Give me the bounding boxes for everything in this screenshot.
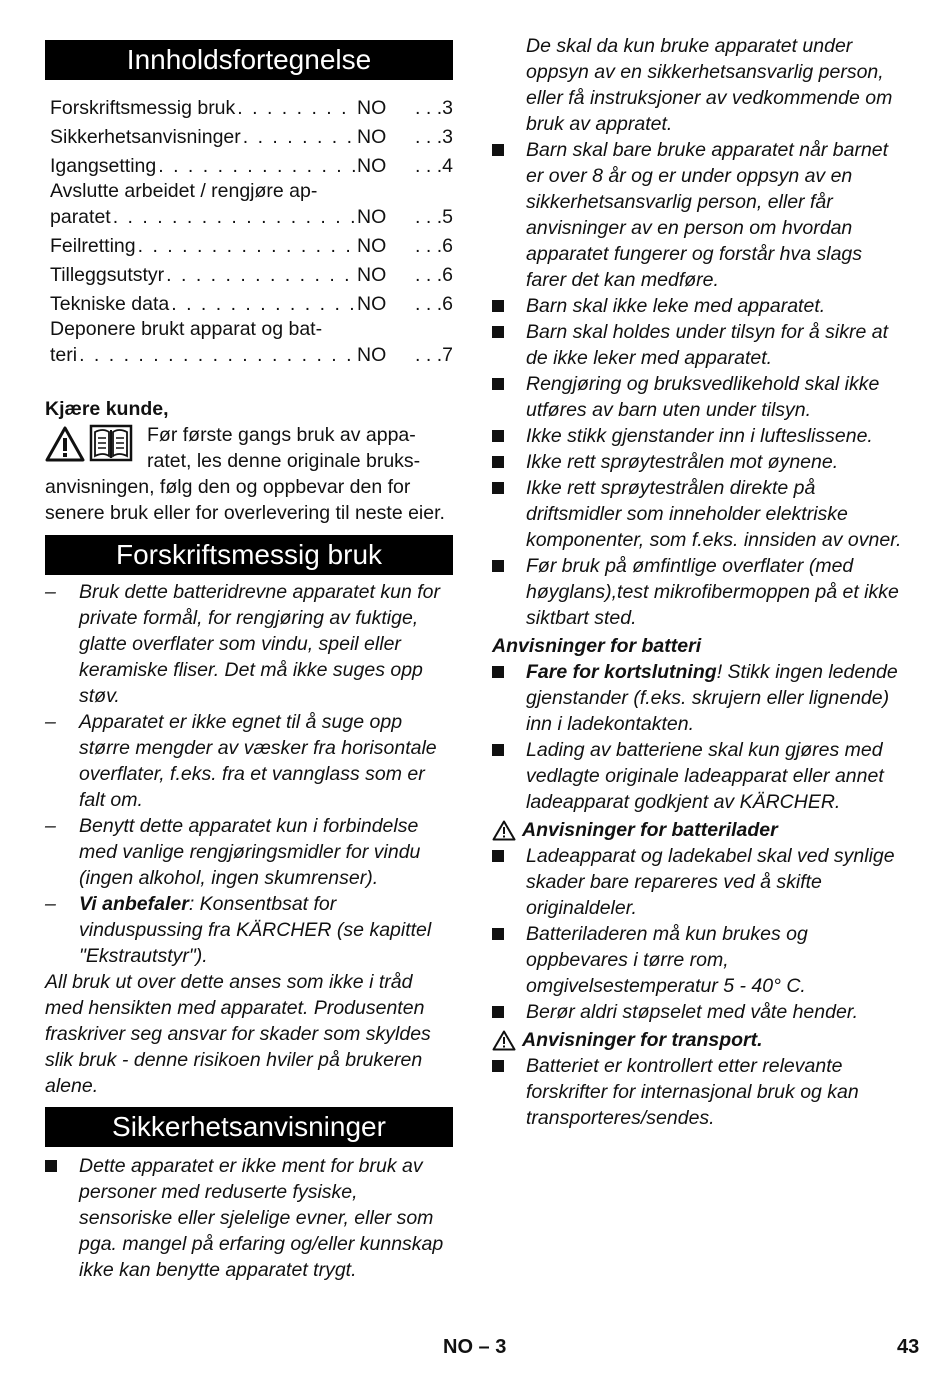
bullet-square [492,482,504,494]
battery-subheading: Anvisninger for batteri [492,635,702,657]
toc-entry[interactable]: Igangsetting . . . NO . . .4 [50,150,453,179]
toc-entry-page: 4 [442,155,453,177]
transport-subheading [492,1027,902,1053]
charger-subheading [492,817,902,843]
bullet-square [492,666,504,678]
bullet-square [45,1160,57,1172]
safety-list-start [45,1153,453,1283]
toc-entry-title: Feilretting [50,235,136,257]
bullet-square [492,378,504,390]
list-item: Batteriet er kontrollert etter relevante forskrifter for internasjonal bruk og kan transporteres/sendes. [492,1053,902,1131]
toc-entry[interactable]: Avslutte arbeidet / rengjøre ap- paratet . . . NO . . .5 [50,179,453,230]
right-column [492,33,902,1131]
list-item: Berør aldri støpselet med våte hender. [492,999,902,1025]
list-item: Før bruk på ømfintlige overflater (med høyglans),test mikrofibermoppen på et ikke siktbart sted. [492,553,902,631]
charger-title: Anvisninger for batterilader [522,819,778,841]
toc-entry-page: 6 [442,264,453,286]
toc-entry-title: Deponere brukt apparat og bat- [50,318,323,340]
left-column [45,0,453,1283]
bullet-square [492,300,504,312]
manual-book-icon [89,424,133,464]
toc-entry-lang: NO [357,126,387,148]
list-item: Batteriladeren må kun brukes og oppbevares i tørre rom, omgivelsestemperatur 5 - 40° C. [492,921,902,999]
list-item: Ikke rett sprøytestrålen mot øynene. [492,449,902,475]
toc-entry[interactable]: Tilleggsutstyr . . . NO . . .6 [50,259,453,288]
bullet-square [492,1006,504,1018]
toc-entry-page: 6 [442,235,453,257]
toc-entry-lang: NO [357,206,387,228]
toc-entry-page: 7 [442,344,453,366]
bullet-square [492,1060,504,1072]
toc-entry-page: 5 [442,206,453,228]
usage-heading: Forskriftsmessig bruk [45,535,453,575]
list-item: – Vi anbefaler: Konsentbsat for vinduspussing fra KÄRCHER (se kapittel "Ekstrautstyr"). [45,893,432,967]
toc-entry-page: 6 [442,293,453,315]
toc-entry[interactable]: Sikkerhetsanvisninger . . . NO . . .3 [50,121,453,150]
toc-entry-title: Tilleggsutstyr [50,264,165,286]
toc-entry-title: Avslutte arbeidet / rengjøre ap- [50,180,318,202]
bullet-square [492,850,504,862]
intro-text: anvisningen, følg den og oppbevar den for senere bruk eller for overlevering til neste eier. [45,476,445,524]
intro-line-2: ratet, les denne originale bruks- [147,450,421,472]
toc-entry[interactable]: Feilretting . . . NO . . .6 [50,230,453,259]
list-item: – Apparatet er ikke egnet til å suge opp større mengder av væsker fra horisontale overflater, f.eks. fra et vannglass som er falt om. [45,711,437,811]
page-number: 43 [897,1336,920,1358]
footer-lang-page: NO – 3 [443,1336,507,1358]
list-item: Barn skal ikke leke med apparatet. [492,293,902,319]
toc-entry-lang: NO [357,264,387,286]
warning-icon [492,820,516,841]
toc-entry-lang: NO [357,293,387,315]
warning-icon [492,1030,516,1051]
toc-entry-title: Forskriftsmessig bruk [50,97,236,119]
toc-entry-title-cont: teri [50,344,78,366]
toc-entry[interactable]: Forskriftsmessig bruk . . . NO . . .3 [50,92,453,121]
list-item: Barn skal holdes under tilsyn for å sikre at de ikke leker med apparatet. [492,319,902,371]
bullet-square [492,326,504,338]
toc-entry[interactable]: Tekniske data . . . NO . . .6 [50,288,453,317]
bullet-square [492,456,504,468]
list-item: Rengjøring og bruksvedlikehold skal ikke utføres av barn uten under tilsyn. [492,371,902,423]
recommend-label: Vi anbefaler [79,893,189,915]
list-item: Ikke rett sprøytestrålen direkte på driftsmidler som inneholder elektriske komponenter, som f.eks. innsiden av ovner. [492,475,902,553]
bullet-square [492,430,504,442]
toc-entry-lang: NO [357,344,387,366]
toc-entry-title: Tekniske data [50,293,170,315]
warning-icon [45,426,85,462]
toc-entry-title: Sikkerhetsanvisninger [50,126,241,148]
greeting: Kjære kunde, [45,398,169,420]
short-circuit-warning: Fare for kortslutning [526,661,717,683]
toc-entry[interactable]: Deponere brukt apparat og bat- teri . . . NO . . .7 [50,317,453,368]
list-item: Lading av batteriene skal kun gjøres med vedlagte originale ladeapparat eller annet ladeapparat godkjent av KÄRCHER. [492,737,902,815]
bullet-square [492,560,504,572]
list-item: – Benytt dette apparatet kun i forbindelse med vanlige rengjøringsmidler for vindu (ingen alkohol, ingen skumrenser). [45,815,421,889]
list-item-continued: De skal da kun bruke apparatet under oppsyn av en sikkerhetsansvarlig person, eller få instruksjoner av vedkommende om bruk av appratet. [526,35,893,135]
table-of-contents [45,92,453,368]
intro-block [45,422,453,474]
usage-disclaimer: All bruk ut over dette anses som ikke i tråd med hensikten med apparatet. Produsenten fraskriver seg ansvar for skader som skyldes slik bruk - denne risikoen hviler på brukeren alene. [45,971,431,1097]
usage-list [45,579,453,969]
list-item: Fare for kortslutning! Stikk ingen ledende gjenstander (f.eks. skrujern eller lignende) inn i ladekontakten. [492,659,902,737]
intro-icons [45,422,143,466]
toc-entry-lang: NO [357,235,387,257]
toc-entry-title: Igangsetting [50,155,157,177]
list-item: Ladeapparat og ladekabel skal ved synlige skader bare repareres ved å skifte originaldeler. [492,843,902,921]
bullet-square [492,144,504,156]
list-item: Barn skal bare bruke apparatet når barnet er over 8 år og er under oppsyn av en sikkerhetsansvarlig person, eller får anvisninger av en person om hvordan apparatet fungerer og forstår hva slags farer det kan medføre. [492,137,902,293]
list-item: – Bruk dette batteridrevne apparatet kun for private formål, for rengjøring av fuktige, glatte overflater som vindu, speil eller keramiske fliser. Det må ikke suges opp støv. [45,581,440,707]
intro-first-lines [143,422,453,474]
list-item: Ikke stikk gjenstander inn i lufteslissene. [492,423,902,449]
list-item: Dette apparatet er ikke ment for bruk av personer med reduserte fysiske, sensoriske eller sjelelige evner, eller som pga. mangel på erfaring og/eller kunnskap ikke kan benytte apparatet trygt. [45,1153,453,1283]
transport-title: Anvisninger for transport. [522,1029,763,1051]
toc-entry-lang: NO [357,97,387,119]
safety-heading: Sikkerhetsanvisninger [45,1107,453,1147]
toc-entry-page: 3 [442,126,453,148]
toc-entry-title-cont: paratet [50,206,111,228]
bullet-square [492,928,504,940]
intro-line-1: Før første gangs bruk av appa- [147,424,416,446]
toc-heading: Innholdsfortegnelse [45,40,453,80]
toc-entry-page: 3 [442,97,453,119]
toc-entry-lang: NO [357,155,387,177]
bullet-square [492,744,504,756]
